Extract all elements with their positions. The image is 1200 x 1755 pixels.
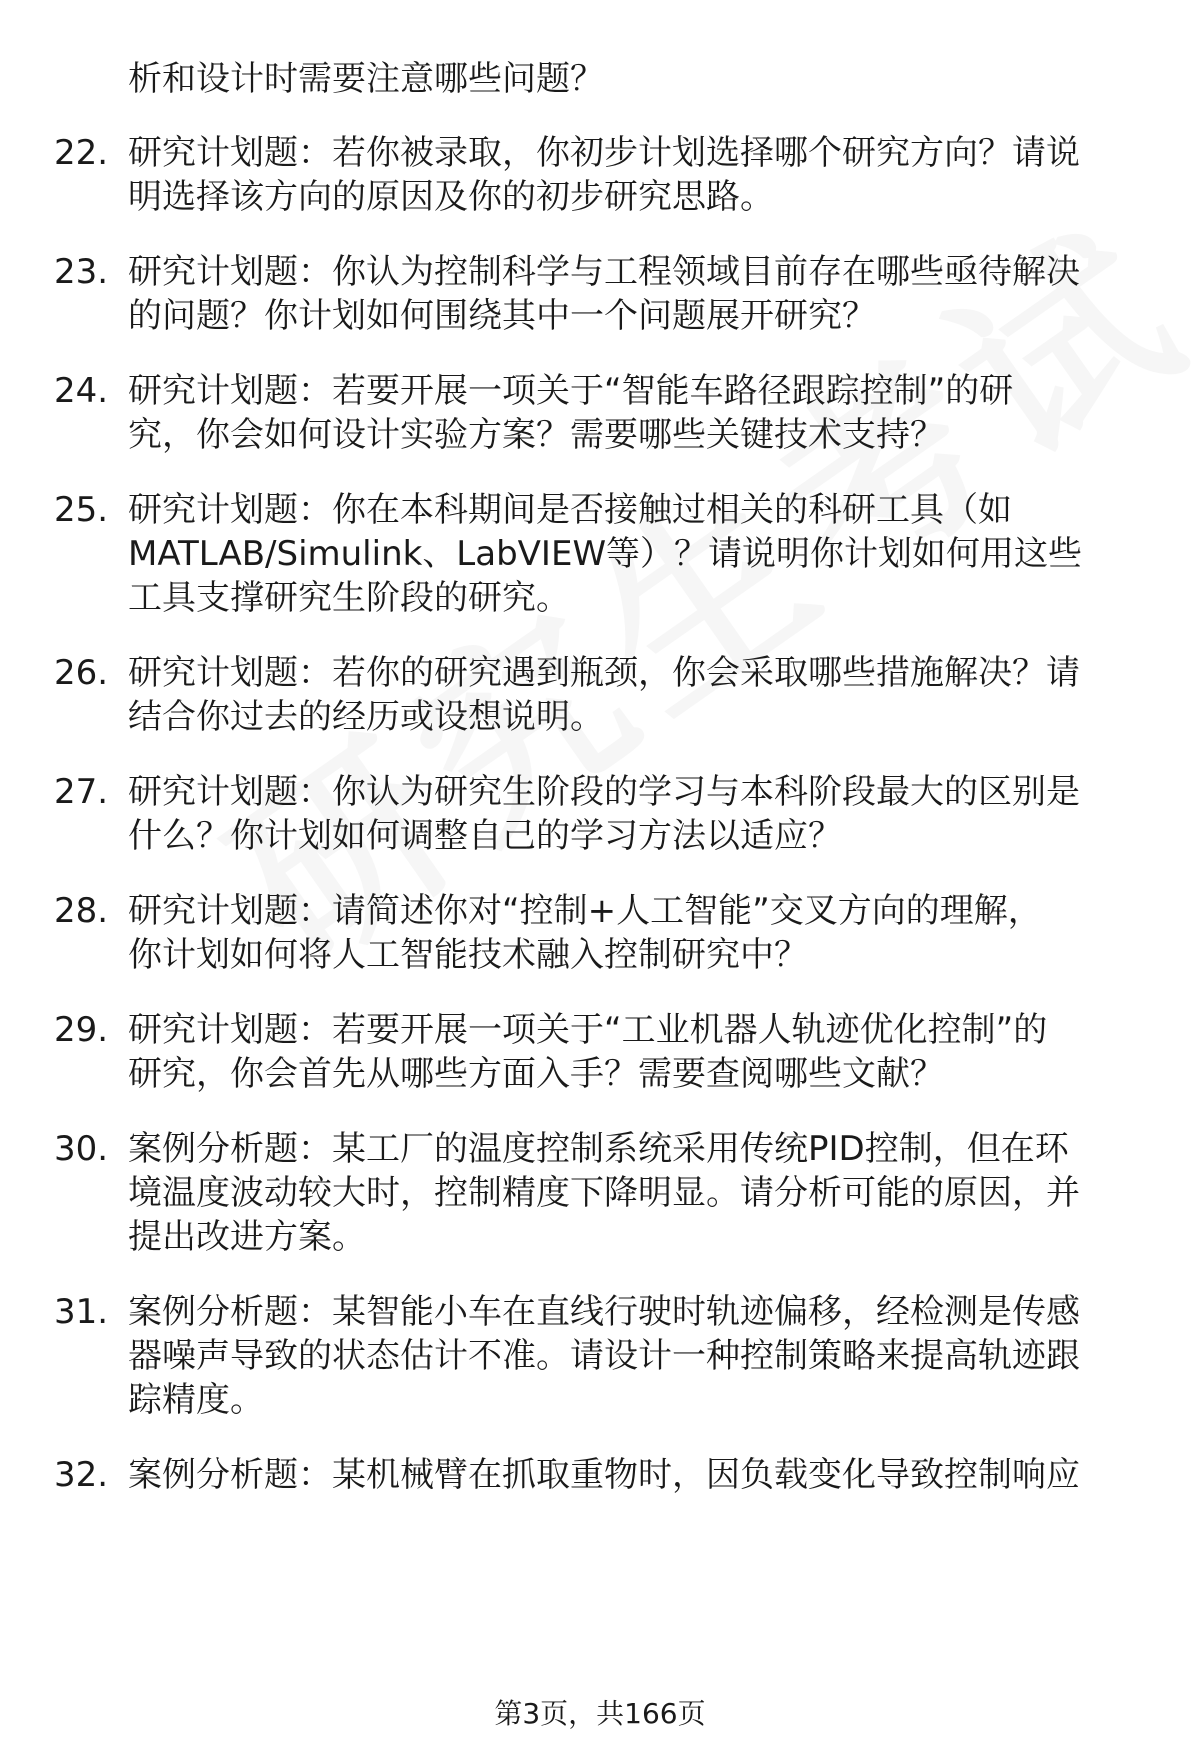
question-text: 研究计划题：你认为控制科学与工程领域目前存在哪些亟待解决 — [128, 252, 1080, 292]
question-number: 23. — [54, 252, 109, 292]
question-text: 研究计划题：若要开展一项关于“智能车路径跟踪控制”的研 — [128, 371, 1014, 411]
question-text: 研究计划题：你在本科期间是否接触过相关的科研工具（如 — [128, 490, 1012, 530]
question-number: 29. — [54, 1010, 109, 1050]
question-text: 踪精度。 — [128, 1380, 264, 1420]
question-text: 研究计划题：若要开展一项关于“工业机器人轨迹优化控制”的 — [128, 1010, 1048, 1050]
question-text: 研究计划题：你认为研究生阶段的学习与本科阶段最大的区别是 — [128, 772, 1080, 812]
question-number: 28. — [54, 891, 109, 931]
question-text: 案例分析题：某机械臂在抓取重物时，因负载变化导致控制响应 — [128, 1455, 1080, 1495]
question-number: 31. — [54, 1292, 109, 1332]
question-text: 研究计划题：若你被录取，你初步计划选择哪个研究方向？请说 — [128, 133, 1080, 173]
question-text: 提出改进方案。 — [128, 1217, 366, 1257]
question-text: 明选择该方向的原因及你的初步研究思路。 — [128, 177, 774, 217]
question-text: 什么？你计划如何调整自己的学习方法以适应？ — [128, 816, 842, 856]
question-text: 的问题？你计划如何围绕其中一个问题展开研究？ — [128, 296, 876, 336]
question-text: MATLAB/Simulink、LabVIEW等）？请说明你计划如何用这些 — [128, 534, 1083, 574]
page-footer: 第3页，共166页 — [494, 1697, 706, 1730]
question-text: 你计划如何将人工智能技术融入控制研究中？ — [128, 935, 808, 975]
question-text: 器噪声导致的状态估计不准。请设计一种控制策略来提高轨迹跟 — [128, 1336, 1080, 1376]
question-text: 研究计划题：若你的研究遇到瓶颈，你会采取哪些措施解决？请 — [128, 653, 1080, 693]
question-number: 32. — [54, 1455, 109, 1495]
question-text: 境温度波动较大时，控制精度下降明显。请分析可能的原因，并 — [128, 1173, 1080, 1213]
question-number: 25. — [54, 490, 109, 530]
question-number: 22. — [54, 133, 109, 173]
question-text: 案例分析题：某工厂的温度控制系统采用传统PID控制，但在环 — [128, 1129, 1069, 1169]
question-text: 结合你过去的经历或设想说明。 — [128, 697, 604, 737]
question-text: 析和设计时需要注意哪些问题？ — [128, 59, 604, 99]
question-text: 案例分析题：某智能小车在直线行驶时轨迹偏移，经检测是传感 — [128, 1292, 1080, 1332]
question-number: 24. — [54, 371, 109, 411]
question-text: 工具支撑研究生阶段的研究。 — [128, 578, 570, 618]
question-text: 究，你会如何设计实验方案？需要哪些关键技术支持？ — [128, 415, 944, 455]
question-text: 研究，你会首先从哪些方面入手？需要查阅哪些文献？ — [128, 1054, 944, 1094]
question-number: 27. — [54, 772, 109, 812]
question-number: 30. — [54, 1129, 109, 1169]
question-text: 研究计划题：请简述你对“控制+人工智能”交叉方向的理解， — [128, 891, 1042, 931]
question-number: 26. — [54, 653, 109, 693]
